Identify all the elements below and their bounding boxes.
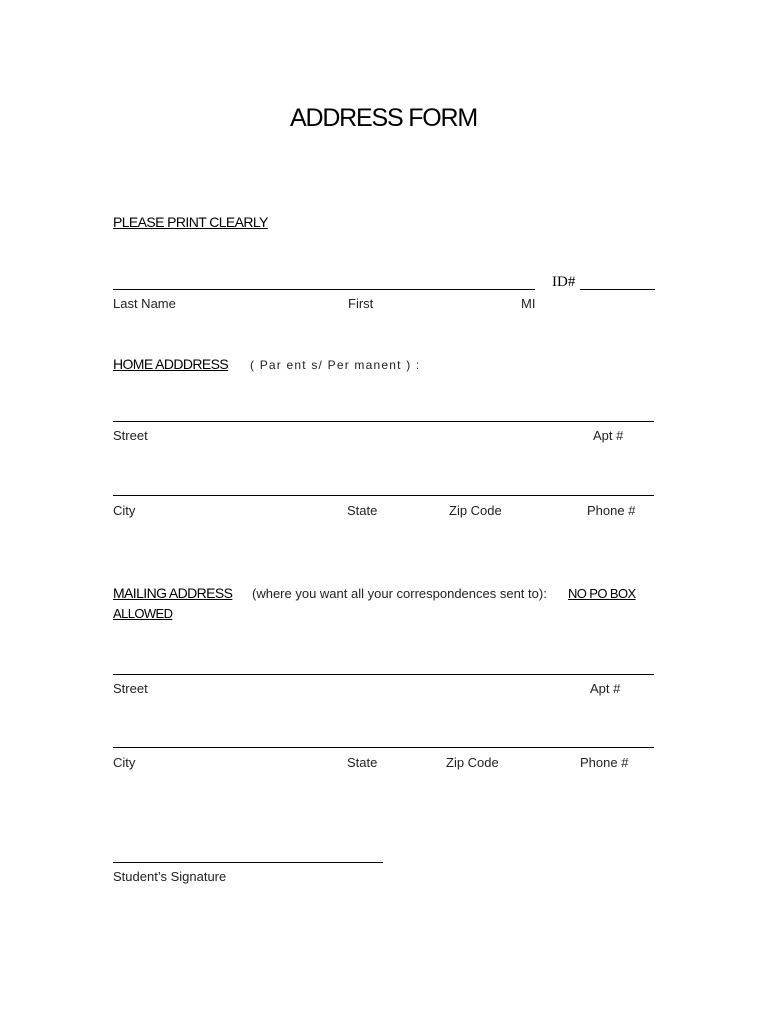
id-line[interactable] [580, 289, 655, 290]
mailing-zip-label: Zip Code [446, 755, 499, 770]
home-street-line[interactable] [113, 421, 654, 422]
home-address-heading: HOME ADDDRESS [113, 356, 229, 372]
home-zip-label: Zip Code [449, 503, 502, 518]
mailing-street-label: Street [113, 681, 148, 696]
mailing-city-line[interactable] [113, 747, 654, 748]
home-street-label: Street [113, 428, 148, 443]
mailing-address-note: (where you want all your correspondences sent to): [252, 586, 547, 601]
mailing-address-heading: MAILING ADDRESS [113, 585, 233, 601]
mailing-phone-label: Phone # [580, 755, 629, 770]
home-city-label: City [113, 503, 136, 518]
signature-label: Student’s Signature [113, 869, 227, 884]
home-apt-label: Apt # [593, 428, 624, 443]
home-address-note: ( Par ent s/ Per manent ) : [250, 358, 421, 372]
print-clearly-instruction: PLEASE PRINT CLEARLY [113, 214, 268, 230]
id-label: ID# [552, 274, 576, 290]
home-phone-label: Phone # [587, 503, 636, 518]
mailing-street-line[interactable] [113, 674, 654, 675]
mailing-city-label: City [113, 755, 136, 770]
page-title: ADDRESS FORM [290, 104, 478, 132]
home-state-label: State [347, 503, 378, 518]
signature-line[interactable] [113, 862, 383, 863]
last-name-label: Last Name [113, 296, 176, 311]
home-city-line[interactable] [113, 495, 654, 496]
name-line[interactable] [113, 289, 535, 290]
allowed-warning: ALLOWED [113, 606, 173, 621]
mailing-apt-label: Apt # [590, 681, 621, 696]
middle-initial-label: MI [521, 296, 536, 311]
mailing-state-label: State [347, 755, 378, 770]
first-name-label: First [348, 296, 374, 311]
no-po-box-warning: NO PO BOX [568, 586, 636, 601]
